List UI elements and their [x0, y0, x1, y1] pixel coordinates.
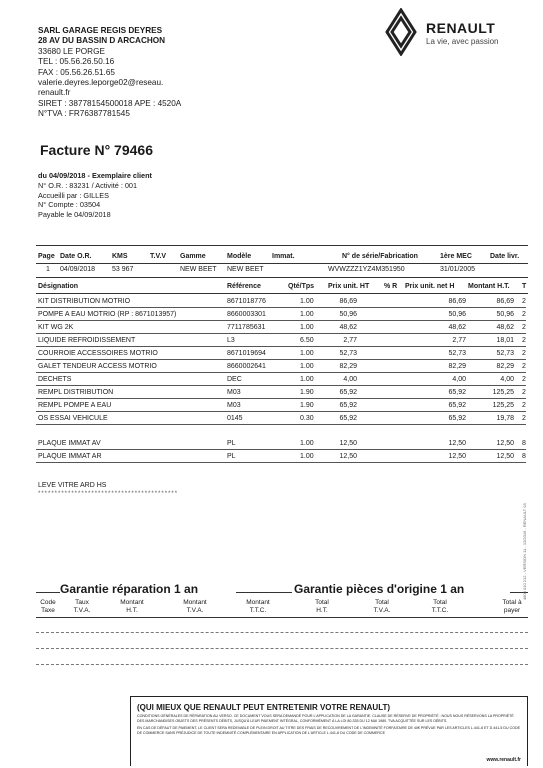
line-montant: 12,50	[496, 453, 514, 460]
lines-header-designation: Désignation	[38, 283, 79, 290]
line-prix-ht: 48,62	[339, 324, 357, 331]
line-qte: 1.00	[300, 376, 314, 383]
note-dotted-line: ******************************************	[38, 491, 179, 497]
invoice-info-block	[38, 171, 152, 220]
footer-url: www.renault.fr	[486, 757, 521, 763]
lines-header-t: T	[522, 283, 527, 290]
side-reference: 4800 010 212 - VERSION 11 - 12/2016 - RENAULT 03	[522, 503, 527, 600]
line-prix-net: 48,62	[448, 324, 466, 331]
line-t: 2	[522, 389, 526, 396]
line-qte: 1.00	[300, 311, 314, 318]
line-prix-net: 82,29	[448, 363, 466, 370]
line-designation: PLAQUE IMMAT AV	[38, 440, 101, 447]
line-t: 8	[522, 440, 526, 447]
lines-header-pct-r: % R	[384, 283, 398, 290]
lines-header-reference: Référence	[227, 283, 261, 290]
line-t: 2	[522, 311, 526, 318]
line-designation: LIQUIDE REFROIDISSEMENT	[38, 337, 136, 344]
vehicle-header-kms: KMS	[112, 253, 128, 260]
vehicle-header-gamme: Gamme	[180, 253, 206, 260]
divider	[36, 632, 528, 633]
line-montant: 52,73	[496, 350, 514, 357]
company-phone: TEL : 05.56.26.50.16	[38, 57, 115, 67]
line-montant: 125,25	[492, 402, 514, 409]
company-street: 28 AV DU BASSIN D ARCACHON	[38, 36, 166, 46]
invoice-or-line: N° O.R. : 83231 / Activité : 001	[38, 180, 138, 190]
invoice-title: Facture N° 79466	[40, 142, 153, 158]
guarantee-repair: Garantie réparation 1 an	[60, 582, 199, 596]
footer-box	[130, 696, 528, 766]
line-reference: 7711785631	[227, 324, 266, 331]
line-montant: 125,25	[492, 389, 514, 396]
row-divider	[36, 398, 526, 399]
line-prix-net: 86,69	[448, 298, 466, 305]
line-montant: 4,00	[500, 376, 514, 383]
line-designation: GALET TENDEUR ACCESS MOTRIO	[38, 363, 157, 370]
line-montant: 19,78	[496, 415, 514, 422]
line-prix-ht: 50,96	[339, 311, 357, 318]
vehicle-header-livr: Date livr.	[490, 253, 520, 260]
guarantee-parts: Garantie pièces d'origine 1 an	[294, 582, 465, 596]
invoice-payable: Payable le 04/09/2018	[38, 210, 111, 220]
line-t: 2	[522, 337, 526, 344]
line-qte: 0.30	[300, 415, 314, 422]
line-prix-ht: 4,00	[343, 376, 357, 383]
line-montant: 12,50	[496, 440, 514, 447]
line-reference: 8660003301	[227, 311, 266, 318]
row-divider	[36, 385, 526, 386]
line-qte: 1.00	[300, 440, 314, 447]
vehicle-header-tvv: T.V.V	[150, 253, 167, 260]
line-reference: 0145	[227, 415, 243, 422]
line-montant: 86,69	[496, 298, 514, 305]
company-fax: FAX : 05.56.26.51.65	[38, 67, 115, 77]
company-vat: N°TVA : FR76387781545	[38, 109, 130, 119]
line-t: 2	[522, 350, 526, 357]
line-prix-ht: 12,50	[339, 453, 357, 460]
totals-column-header: Total T.T.C.	[431, 599, 449, 614]
line-prix-ht: 65,92	[339, 389, 357, 396]
line-t: 2	[522, 324, 526, 331]
vehicle-modele: NEW BEET	[227, 266, 264, 273]
line-reference: DEC	[227, 376, 242, 383]
line-qte: 1.00	[300, 298, 314, 305]
totals-column-header: Montant H.T.	[120, 599, 144, 614]
row-divider	[36, 333, 526, 334]
row-divider	[36, 359, 526, 360]
line-designation: PLAQUE IMMAT AR	[38, 453, 102, 460]
footer-legal-penalties: EN CAS DE DÉFAUT DE PAIEMENT, LE CLIENT SERA REDEVABLE DE PLEIN DROIT AU TITRE DES FRAIS DE RECOUVREMENT DE L'INDEMNITÉ FORFAITAIRE DE 40€ PRÉVUE PAR LES ARTICLES L.441-6 ET D.441-5 DU CODE DE COMMERCE SANS PRÉJUDICE DE TOUTE INDEMNITÉ COMPLÉMENTAIRE EN APPLICATION DE L'ARTICLE L.441-6 DU CODE DE COMMERCE	[137, 726, 520, 735]
line-designation: POMPE A EAU MOTRIO (RP : 8671013957)	[38, 311, 177, 318]
line-qte: 1.00	[300, 363, 314, 370]
invoice-note: LEVE VITRE ARD HS	[38, 482, 107, 489]
line-qte: 6.50	[300, 337, 314, 344]
vehicle-header-immat: Immat.	[272, 253, 295, 260]
line-designation: REMPL DISTRIBUTION	[38, 389, 114, 396]
line-t: 2	[522, 415, 526, 422]
renault-diamond-logo-icon	[384, 8, 418, 56]
company-email: valerie.deyres.leporge02@reseau.	[38, 78, 164, 88]
totals-column-header: Code Taxe	[40, 599, 56, 614]
invoice-subtitle: du 04/09/2018 - Exemplaire client	[38, 171, 152, 180]
line-t: 8	[522, 453, 526, 460]
line-designation: OS ESSAI VEHICULE	[38, 415, 108, 422]
company-email-domain: renault.fr	[38, 88, 71, 98]
line-reference: M03	[227, 402, 241, 409]
line-designation: DECHETS	[38, 376, 72, 383]
company-siret: SIRET : 38778154500018 APE : 4520A	[38, 98, 182, 108]
line-prix-net: 50,96	[448, 311, 466, 318]
brand-name: RENAULT	[426, 20, 496, 36]
vehicle-page: 1	[46, 266, 50, 273]
totals-column-header: Total H.T.	[315, 599, 329, 614]
line-montant: 50,96	[496, 311, 514, 318]
divider	[36, 592, 60, 593]
line-qte: 1.90	[300, 389, 314, 396]
line-reference: 8671018776	[227, 298, 266, 305]
line-prix-ht: 12,50	[339, 440, 357, 447]
line-prix-net: 12,50	[448, 453, 466, 460]
line-prix-ht: 86,69	[339, 298, 357, 305]
line-t: 2	[522, 298, 526, 305]
line-qte: 1.00	[300, 324, 314, 331]
company-city: 33680 LE PORGE	[38, 46, 105, 56]
vehicle-serie: WVWZZZ1YZ4M351950	[328, 266, 405, 273]
row-divider	[36, 346, 526, 347]
line-prix-net: 52,73	[448, 350, 466, 357]
lines-header-prix-ht: Prix unit. HT	[328, 283, 370, 290]
line-reference: 8671019694	[227, 350, 266, 357]
vehicle-header-date-or: Date O.R.	[60, 253, 92, 260]
line-montant: 18,01	[496, 337, 514, 344]
company-name: SARL GARAGE REGIS DEYRES	[38, 26, 163, 35]
row-divider	[36, 449, 526, 450]
vehicle-header-serie: N° de série/Fabrication	[342, 253, 418, 260]
line-qte: 1.00	[300, 350, 314, 357]
line-qte: 1.00	[300, 453, 314, 460]
line-prix-net: 4,00	[452, 376, 466, 383]
line-reference: L3	[227, 337, 235, 344]
line-prix-net: 65,92	[448, 389, 466, 396]
line-designation: KIT WG 2K	[38, 324, 74, 331]
vehicle-gamme: NEW BEET	[180, 266, 217, 273]
divider	[36, 648, 528, 649]
brand-tagline: La vie, avec passion	[426, 37, 499, 46]
line-reference: 8660002641	[227, 363, 266, 370]
line-t: 2	[522, 376, 526, 383]
line-designation: KIT DISTRIBUTION MOTRIO	[38, 298, 131, 305]
company-address-block	[38, 26, 248, 120]
line-prix-net: 65,92	[448, 402, 466, 409]
divider	[36, 293, 528, 294]
lines-header-qte: Qté/Tps	[288, 283, 315, 290]
line-prix-ht: 65,92	[339, 415, 357, 422]
lines-header-prix-net: Prix unit. net H	[405, 283, 455, 290]
row-divider	[36, 307, 526, 308]
line-prix-ht: 52,73	[339, 350, 357, 357]
line-prix-net: 65,92	[448, 415, 466, 422]
line-prix-net: 12,50	[448, 440, 466, 447]
line-t: 2	[522, 363, 526, 370]
line-prix-net: 2,77	[452, 337, 466, 344]
totals-column-header: Montant T.V.A.	[183, 599, 207, 614]
line-designation: COURROIE ACCESSOIRES MOTRIO	[38, 350, 158, 357]
row-divider	[36, 372, 526, 373]
vehicle-header-mec: 1ère MEC	[440, 253, 472, 260]
line-reference: M03	[227, 389, 241, 396]
divider	[36, 617, 528, 618]
row-divider	[36, 462, 526, 463]
line-montant: 82,29	[496, 363, 514, 370]
vehicle-mec: 31/01/2005	[440, 266, 476, 273]
row-divider	[36, 424, 526, 425]
divider	[36, 245, 528, 246]
totals-column-header: Total T.V.A.	[373, 599, 391, 614]
line-designation: REMPL POMPE A EAU	[38, 402, 112, 409]
line-prix-ht: 82,29	[339, 363, 357, 370]
invoice-account: N° Compte : 03504	[38, 200, 101, 210]
vehicle-kms: 53 967	[112, 266, 134, 273]
totals-column-header: Total à payer	[502, 599, 522, 614]
line-reference: PL	[227, 453, 236, 460]
line-t: 2	[522, 402, 526, 409]
lines-header-montant: Montant H.T.	[468, 283, 510, 290]
footer-legal-conditions: CONDITIONS GÉNÉRALES DE RÉPARATION AU VERSO. CE DOCUMENT VOUS SERA DEMANDÉ POUR L'APPLICATION DE LA GARANTIE. CLAUSE DE RÉSERVE DE PROPRIÉTÉ : NOUS NOUS RÉSERVONS LA PROPRIÉTÉ DES MARCHANDISES OBJETS DES PRÉSENTS DÉBITS, JUSQU'À LEUR PAIEMENT INTÉGRAL, CONFORMÉMENT À LA LOI 80-335 DU 12 MAI 1980. TVA ACQUITTÉE SUR LES DÉBITS.	[137, 714, 514, 723]
divider	[36, 664, 528, 665]
invoice-accueil: Accueilli par : GILLES	[38, 190, 109, 200]
vehicle-header-page: Page	[38, 253, 55, 260]
row-divider	[36, 411, 526, 412]
line-qte: 1.90	[300, 402, 314, 409]
line-reference: PL	[227, 440, 236, 447]
line-montant: 48,62	[496, 324, 514, 331]
divider	[36, 277, 528, 278]
line-prix-ht: 2,77	[343, 337, 357, 344]
vehicle-date-or: 04/09/2018	[60, 266, 96, 273]
line-prix-ht: 65,92	[339, 402, 357, 409]
totals-column-header: Montant T.T.C.	[246, 599, 270, 614]
divider	[236, 592, 292, 593]
row-divider	[36, 320, 526, 321]
footer-title: (QUI MIEUX QUE RENAULT PEUT ENTRETENIR VOTRE RENAULT)	[137, 703, 391, 712]
totals-column-header: Taux T.V.A.	[73, 599, 91, 614]
divider	[36, 263, 528, 264]
vehicle-header-modele: Modèle	[227, 253, 252, 260]
